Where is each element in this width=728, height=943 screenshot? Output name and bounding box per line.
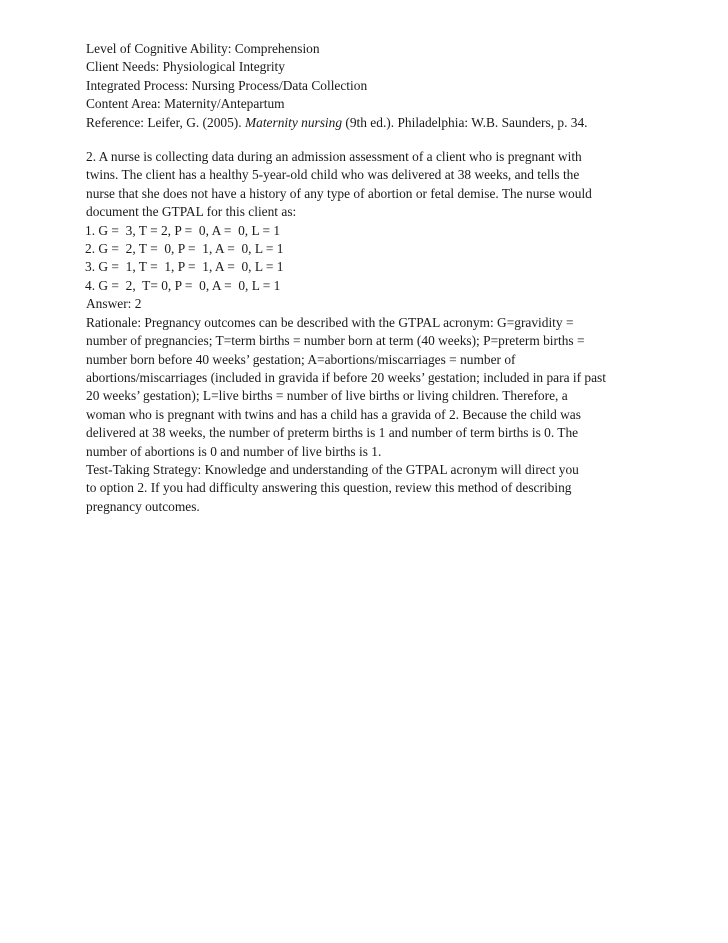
client-needs-line: Client Needs: Physiological Integrity <box>86 59 285 75</box>
reference-suffix: (9th ed.). Philadelphia: W.B. Saunders, p. 34. <box>342 114 588 130</box>
strategy-line: to option 2. If you had difficulty answering this question, review this method of describing <box>86 480 572 496</box>
rationale-line: number born before 40 weeks’ gestation; A=abortions/miscarriages = number of <box>86 351 516 367</box>
rationale-line: woman who is pregnant with twins and has a child has a gravida of 2. Because the child was <box>86 406 581 422</box>
question-line: document the GTPAL for this client as: <box>86 204 297 220</box>
question-stem <box>86 148 656 222</box>
strategy-line: pregnancy outcomes. <box>86 498 200 514</box>
content-area-line: Content Area: Maternity/Antepartum <box>86 96 285 112</box>
cognitive-level-line: Level of Cognitive Ability: Comprehension <box>86 41 320 56</box>
question-line: 2. A nurse is collecting data during an admission assessment of a client who is pregnant with <box>86 149 582 165</box>
question-metadata <box>86 40 656 132</box>
reference-line <box>86 114 656 132</box>
section-gap <box>86 132 656 148</box>
rationale-line: 20 weeks’ gestation); L=live births = number of live births or living children. Therefore, a <box>86 388 568 404</box>
rationale-line: number of pregnancies; T=term births = number born at term (40 weeks); P=preterm births = <box>86 333 585 349</box>
question-line: nurse that she does not have a history of any type of abortion or fetal demise. The nurse would <box>86 185 592 201</box>
rationale-line: delivered at 38 weeks, the number of preterm births is 1 and number of term births is 0. The <box>86 425 579 441</box>
reference-title: Maternity nursing <box>244 114 343 130</box>
answer-option-3: 3. G = 1, T = 1, P = 1, A = 0, L = 1 <box>85 259 284 275</box>
answer-option-4: 4. G = 2, T= 0, P = 0, A = 0, L = 1 <box>85 277 281 293</box>
rationale-line: number of abortions is 0 and number of live births is 1. <box>86 443 382 459</box>
rationale <box>86 314 656 461</box>
answer-option-1: 1. G = 3, T = 2, P = 0, A = 0, L = 1 <box>85 222 281 238</box>
answer-line: Answer: 2 <box>86 296 142 312</box>
integrated-process-line: Integrated Process: Nursing Process/Data Collection <box>86 77 368 93</box>
answer-options <box>86 222 656 296</box>
question-line: twins. The client has a healthy 5-year-old child who was delivered at 38 weeks, and tells the <box>86 167 580 183</box>
reference-prefix: Reference: Leifer, G. (2005). <box>86 114 245 130</box>
rationale-line: Rationale: Pregnancy outcomes can be described with the GTPAL acronym: G=gravidity = <box>86 314 574 330</box>
answer-option-2: 2. G = 2, T = 0, P = 1, A = 0, L = 1 <box>85 241 284 257</box>
strategy-line: Test-Taking Strategy: Knowledge and understanding of the GTPAL acronym will direct you <box>86 461 579 477</box>
test-taking-strategy <box>86 461 656 516</box>
document-page <box>86 40 656 516</box>
rationale-line: abortions/miscarriages (included in gravida if before 20 weeks’ gestation; included in para if past <box>86 369 606 385</box>
